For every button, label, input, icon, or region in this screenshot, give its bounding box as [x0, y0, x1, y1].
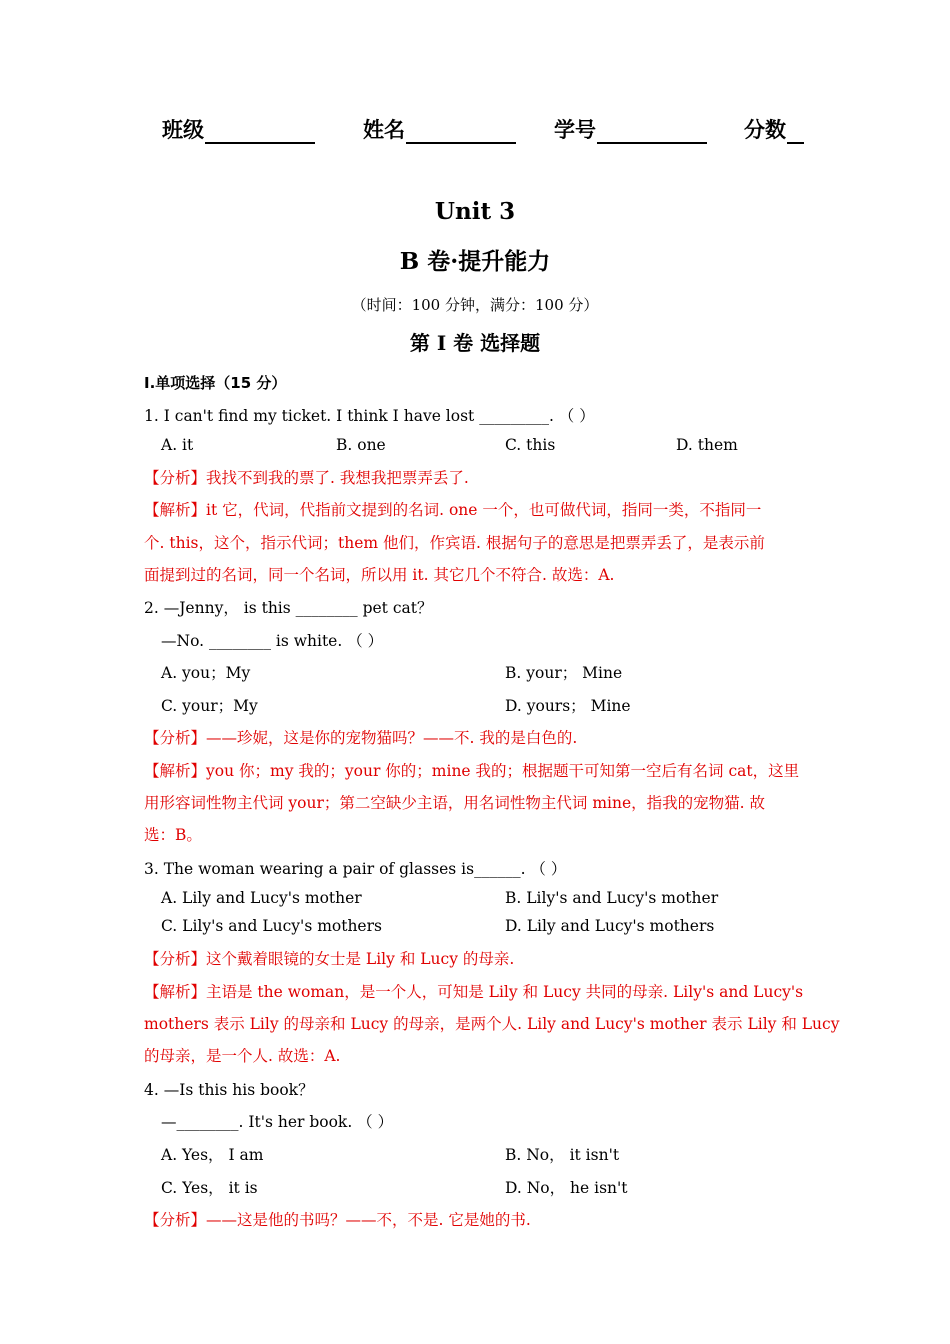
q3-explanation-line: 的母亲，是一个人. 故选：A. [144, 1047, 341, 1065]
q4-option-d[interactable]: D. No， he isn't [505, 1179, 628, 1197]
score-label: 分数 [744, 118, 786, 142]
name-label: 姓名 [363, 118, 405, 142]
q3-option-c[interactable]: C. Lily's and Lucy's mothers [161, 917, 382, 935]
q2-option-b[interactable]: B. your； Mine [505, 664, 623, 682]
q2-option-c[interactable]: C. your；My [161, 697, 258, 715]
q1-option-b[interactable]: B. one [336, 436, 386, 454]
class-blank[interactable] [205, 120, 315, 144]
q4-stem: 4. —Is this his book？ [144, 1081, 314, 1099]
class-field[interactable] [162, 114, 315, 144]
q3-analysis: 【分析】这个戴着眼镜的女士是 Lily 和 Lucy 的母亲. [144, 950, 515, 968]
time-note: （时间：100 分钟，满分：100 分） [351, 296, 599, 314]
q3-option-a[interactable]: A. Lily and Lucy's mother [161, 889, 362, 907]
q4-option-c[interactable]: C. Yes， it is [161, 1179, 258, 1197]
class-label: 班级 [162, 118, 204, 142]
q2-option-d[interactable]: D. yours； Mine [505, 697, 631, 715]
student-info-header [162, 114, 812, 148]
q2-explanation-line: 选：B。 [144, 826, 202, 844]
q3-explanation-line: 【解析】主语是 the woman，是一个人，可知是 Lily 和 Lucy 共同的母亲. Lily's and Lucy's [144, 983, 804, 1001]
q2-analysis: 【分析】——珍妮，这是你的宠物猫吗？——不. 我的是白色的. [144, 729, 578, 747]
score-field[interactable] [744, 114, 804, 144]
q2-explanation-line: 用形容词性物主代词 your；第二空缺少主语，用名词性物主代词 mine，指我的宠物猫. 故 [144, 794, 766, 812]
q1-stem: 1. I can't find my ticket. I think I have lost _________. （ ） [144, 407, 595, 425]
q2-option-a[interactable]: A. you；My [161, 664, 251, 682]
q1-option-a[interactable]: A. it [161, 436, 194, 454]
q4-analysis: 【分析】——这是他的书吗？——不，不是. 它是她的书. [144, 1211, 531, 1229]
q1-explanation-line: 【解析】it 它，代词，代指前文提到的名词. one 一个，也可做代词，指同一类，不指同一 [144, 501, 762, 519]
q3-stem: 3. The woman wearing a pair of glasses is______. （ ） [144, 860, 567, 878]
q2-stem-reply: —No. ________ is white. （ ） [161, 632, 384, 650]
student-id-field[interactable] [554, 114, 707, 144]
q2-stem: 2. —Jenny， is this ________ pet cat？ [144, 599, 433, 617]
student-id-blank[interactable] [597, 120, 707, 144]
name-blank[interactable] [406, 120, 516, 144]
part-title: 第 I 卷 选择题 [409, 331, 541, 355]
q1-analysis: 【分析】我找不到我的票了. 我想我把票弄丢了. [144, 469, 469, 487]
q3-option-d[interactable]: D. Lily and Lucy's mothers [505, 917, 715, 935]
section-title: B 卷·提升能力 [399, 248, 551, 275]
q1-option-c[interactable]: C. this [505, 436, 556, 454]
part1-heading: Ⅰ.单项选择（15 分） [144, 374, 287, 392]
unit-title: Unit 3 [434, 198, 516, 225]
q1-explanation-line: 面提到过的名词，同一个名词，所以用 it. 其它几个不符合. 故选：A. [144, 566, 615, 584]
student-id-label: 学号 [554, 118, 596, 142]
score-blank[interactable] [787, 120, 804, 144]
q4-option-b[interactable]: B. No， it isn't [505, 1146, 620, 1164]
q3-option-b[interactable]: B. Lily's and Lucy's mother [505, 889, 719, 907]
q2-explanation-line: 【解析】you 你；my 我的；your 你的；mine 我的；根据题干可知第一空后有名词 cat，这里 [144, 762, 800, 780]
q3-explanation-line: mothers 表示 Lily 的母亲和 Lucy 的母亲，是两个人. Lily and Lucy's mother 表示 Lily 和 Lucy [144, 1015, 840, 1033]
name-field[interactable] [363, 114, 516, 144]
q1-option-d[interactable]: D. them [676, 436, 738, 454]
q4-option-a[interactable]: A. Yes， I am [161, 1146, 264, 1164]
q1-explanation-line: 个. this，这个，指示代词；them 他们，作宾语. 根据句子的意思是把票弄丢了，是表示前 [144, 534, 765, 552]
q4-stem-reply: —________. It's her book. （ ） [161, 1113, 394, 1131]
